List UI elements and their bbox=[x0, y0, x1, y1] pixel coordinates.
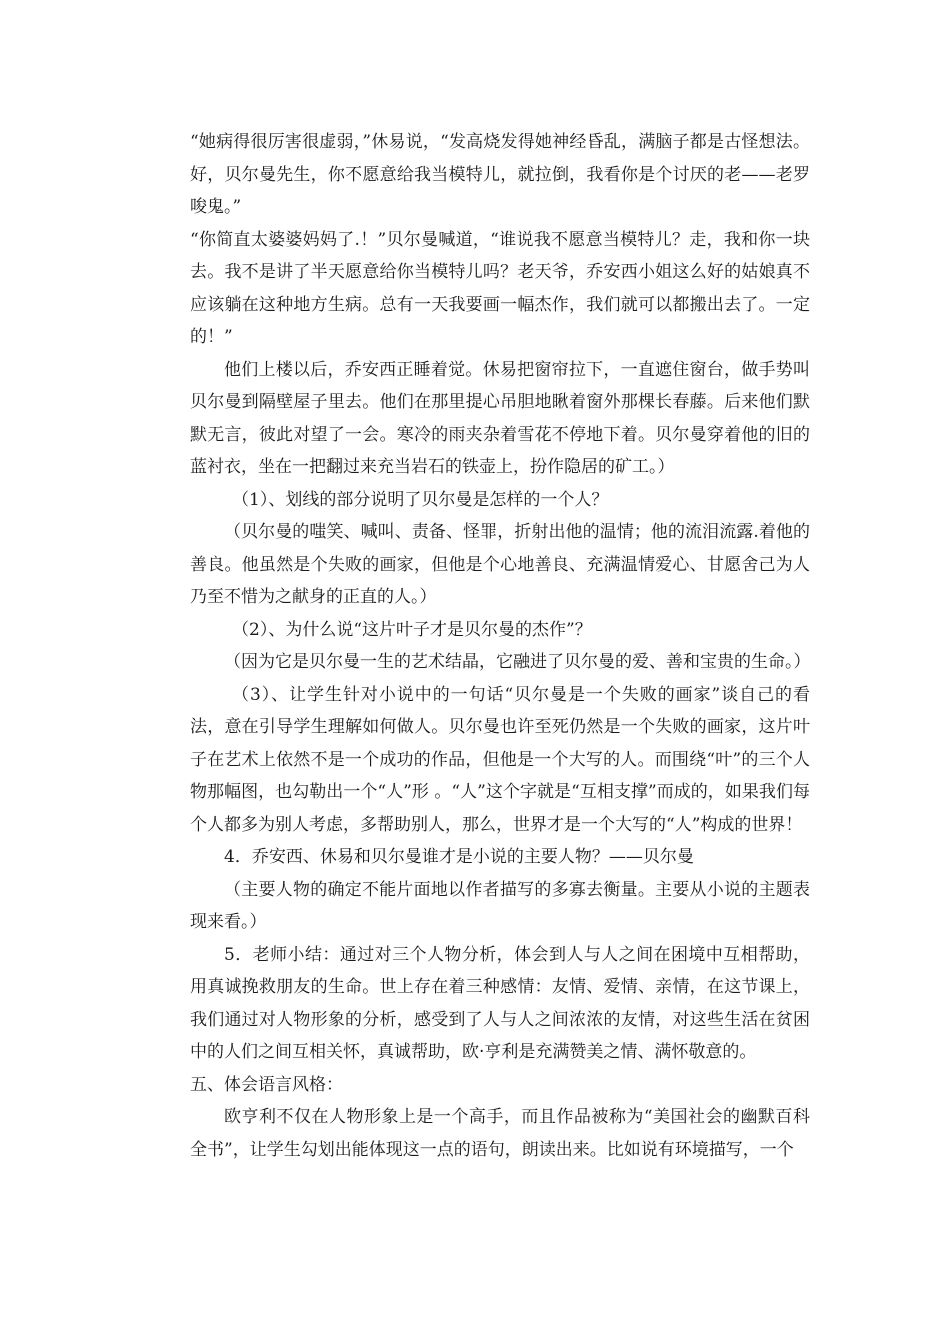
question-2: （2）、为什么说“这片叶子才是贝尔曼的杰作”？ bbox=[232, 619, 592, 640]
paragraph-huiyi-quote: “她病得很厉害很虚弱，”休易说，“发高烧发得她神经昏乱，满脑子都是古怪想法。好，贝尔曼先生，你不愿意给我当模特儿，就拉倒，我看你是个讨厌的老——老罗唆鬼。” bbox=[190, 132, 810, 217]
section-5-heading: 五、体会语言风格： bbox=[190, 1074, 343, 1095]
item-5-summary: 5．老师小结：通过对三个人物分析，体会到人与人之间在困境中互相帮助，用真诚挽救朋友的生命。世上存在着三种感情：友情、爱情、亲情，在这节课上，我们通过对人物形象的分析，感受到了人与人之间浓浓的友情，对这些生活在贫困中的人们之间互相关怀，真诚帮助，欧·亨利是充满赞美之情、满怀敬意的。 bbox=[190, 944, 810, 1062]
paragraph-behrman-quote: “你简直太婆婆妈妈了.！”贝尔曼喊道，“谁说我不愿意当模特儿？走，我和你一块去。我不是讲了半天愿意给你当模特儿吗？老天爷，乔安西小姐这么好的姑娘真不应该躺在这种地方生病。总有一天我要画一幅杰作，我们就可以都搬出去了。一定的！” bbox=[190, 229, 810, 347]
answer-2: （因为它是贝尔曼一生的艺术结晶，它融进了贝尔曼的爱、善和宝贵的生命。） bbox=[224, 652, 811, 672]
item-4: 4．乔安西、休易和贝尔曼谁才是小说的主要人物？——贝尔曼 bbox=[224, 847, 694, 867]
section-5-body: 欧亨利不仅在人物形象上是一个高手，而且作品被称为“美国社会的幽默百科全书”，让学生勾划出能体现这一点的语句，朗读出来。比如说有环境描写，一个 bbox=[190, 1107, 810, 1160]
question-1: （1）、划线的部分说明了贝尔曼是怎样的一个人？ bbox=[232, 489, 609, 510]
item-4-note: （主要人物的确定不能片面地以作者描写的多寡去衡量。主要从小说的主题表现来看。） bbox=[190, 879, 810, 932]
answer-1: （贝尔曼的嗤笑、喊叫、责备、怪罪，折射出他的温情；他的流泪流露.着他的善良。他虽然是个失败的画家，但他是个心地善良、充满温情爱心、甘愿舍己为人乃至不惜为之献身的正直的人。） bbox=[190, 522, 810, 607]
paragraph-upstairs: 他们上楼以后，乔安西正睡着觉。休易把窗帘拉下，一直遮住窗台，做手势叫贝尔曼到隔壁屋子里去。他们在那里提心吊胆地瞅着窗外那棵长春藤。后来他们默默无言，彼此对望了一会。寒冷的雨夹杂着雪花不停地下着。贝尔曼穿着他的旧的蓝衬衣，坐在一把翻过来充当岩石的铁壶上，扮作隐居的矿工。） bbox=[190, 359, 810, 477]
question-3: （3）、让学生针对小说中的一句话“贝尔曼是一个失败的画家”谈自己的看法，意在引导学生理解如何做人。贝尔曼也许至死仍然是一个失败的画家，这片叶子在艺术上依然不是一个成功的作品，但他是一个大写的人。而围绕“叶”的三个人物那幅图，也勾勒出一个“人”形 。“人”这个字就是“互相支撑”而成的，如果我们每个人都多为别人考虑，多帮助别人，那么，世界才是一个大写的“人”构成的世界！ bbox=[190, 684, 810, 835]
document-body bbox=[190, 126, 810, 1166]
